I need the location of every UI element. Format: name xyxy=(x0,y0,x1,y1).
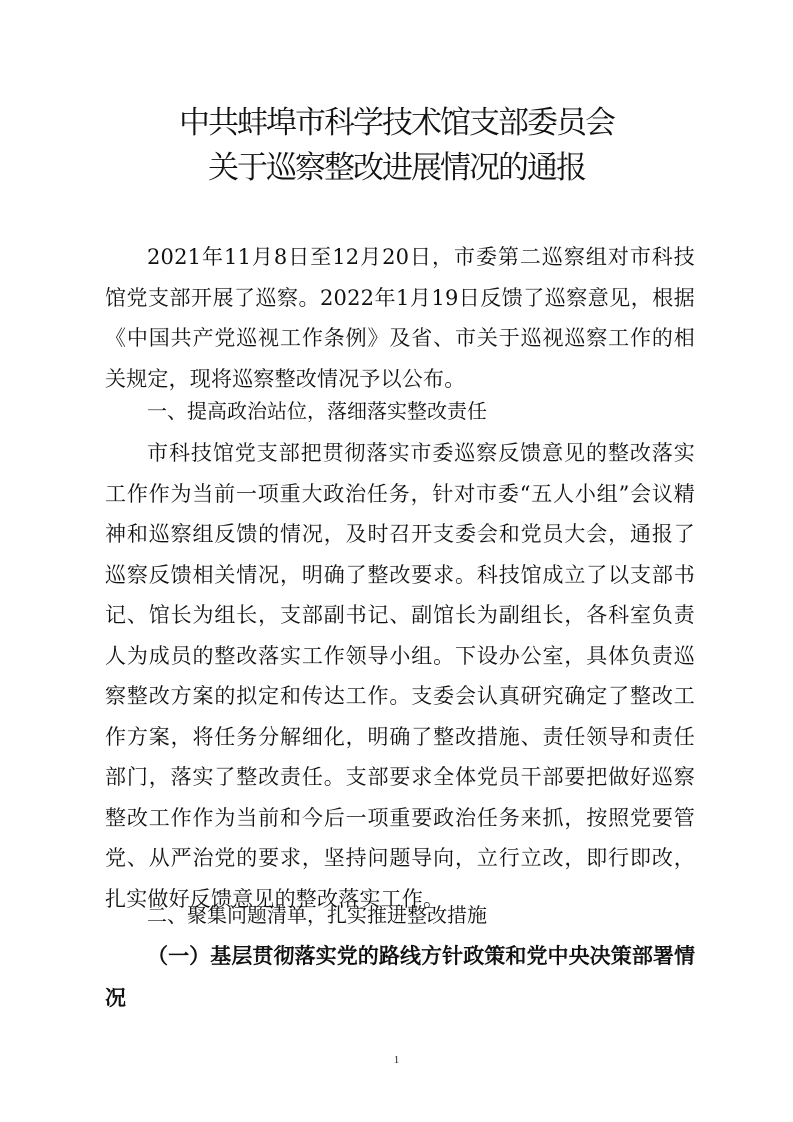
subsection-heading-1: （一）基层贯彻落实党的路线方针政策和党中央决策部署情况 xyxy=(105,943,695,1010)
document-title-line2: 关于巡察整改进展情况的通报 xyxy=(208,150,585,186)
document-title-line1: 中共蚌埠市科学技术馆支部委员会 xyxy=(179,105,614,141)
section-heading-2: 二、聚集问题清单，扎实推进整改措施 xyxy=(147,903,487,927)
intro-paragraph: 2021年11月8日至12月20日，市委第二巡察组对市科技馆党支部开展了巡察。2022年1月19日反馈了巡察意见，根据《中国共产党巡视工作条例》及省、市关于巡视巡察工作的相关规定，现将巡察整改情况予以公布。 xyxy=(105,245,695,391)
page-number: 1 xyxy=(393,1054,400,1066)
section-1-paragraph: 市科技馆党支部把贯彻落实市委巡察反馈意见的整改落实工作作为当前一项重大政治任务，针对市委“五人小组”会议精神和巡察组反馈的情况，及时召开支委会和党员大会，通报了巡察反馈相关情况，明确了整改要求。科技馆成立了以支部书记、馆长为组长，支部副书记、副馆长为副组长，各科室负责人为成员的整改落实工作领导小组。下设办公室，具体负责巡察整改方案的拟定和传达工作。支委会认真研究确定了整改工作方案，将任务分解细化，明确了整改措施、责任领导和责任部门，落实了整改责任。支部要求全体党员干部要把做好巡察整改工作作为当前和今后一项重要政治任务来抓，按照党要管党、从严治党的要求，坚持问题导向，立行立改，即行即改，扎实做好反馈意见的整改落实工作。 xyxy=(105,441,695,911)
section-heading-1: 一、提高政治站位，落细落实整改责任 xyxy=(147,399,487,423)
